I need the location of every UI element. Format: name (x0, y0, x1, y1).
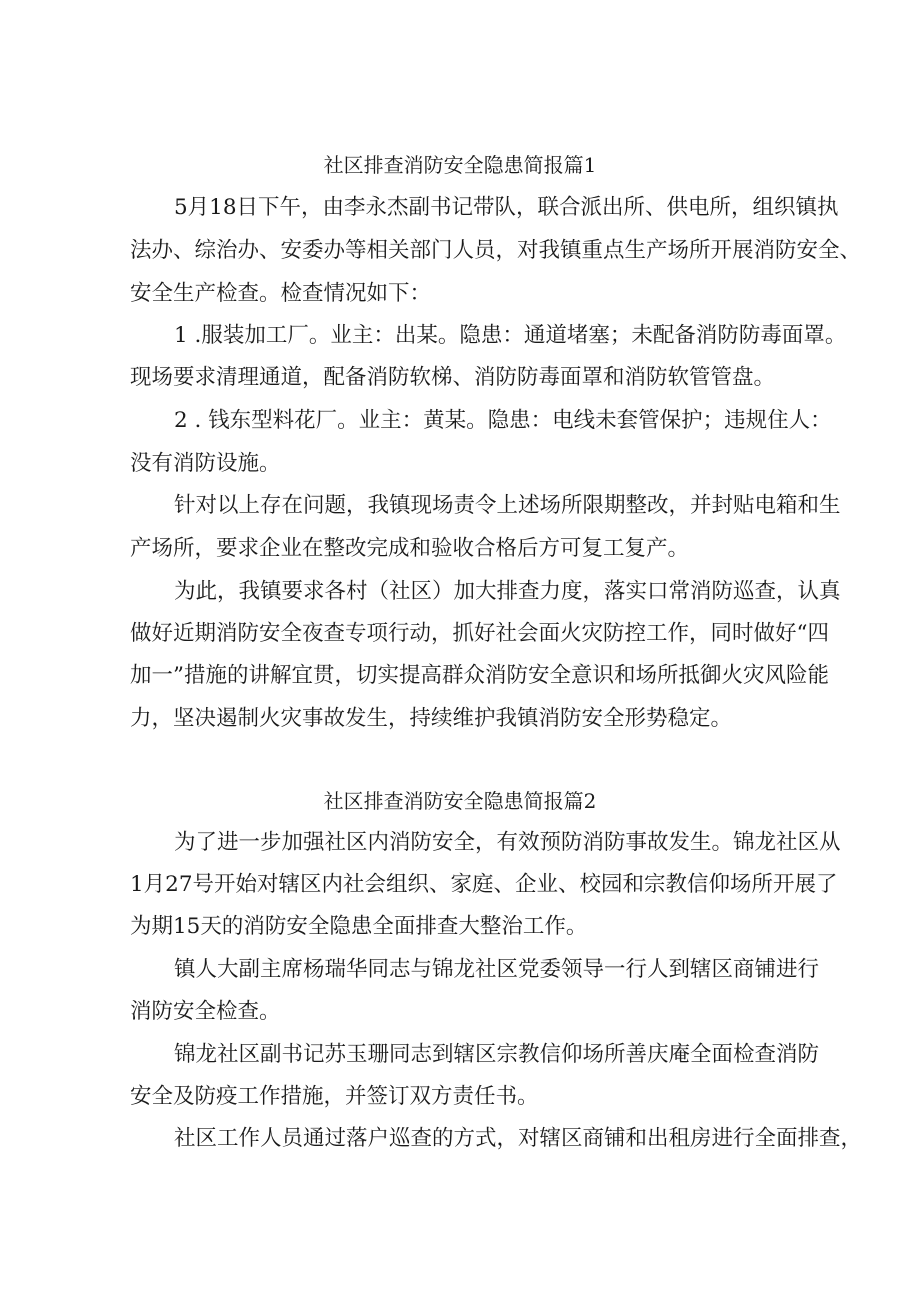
section-1-line-7: 没有消防设施。 (130, 451, 281, 476)
section-2-line-1: 为了进一步加强社区内消防安全，有效预防消防事故发生。锦龙社区从 (174, 830, 841, 855)
section-1-line-1: 5月18日下午，由李永杰副书记带队，联合派出所、供电所，组织镇执 (174, 195, 839, 220)
section-2-line-8: 社区工作人员通过落户巡查的方式，对辖区商铺和出租房进行全面排查， (174, 1126, 863, 1151)
section-1-line-5: 现场要求清理通道，配备消防软梯、消防防毒面罩和消防软管管盘。 (130, 365, 776, 390)
section-1-line-3: 安全生产检查。检查情况如下： (130, 281, 432, 306)
section-1-line-8: 针对以上存在问题，我镇现场责令上述场所限期整改，并封贴电箱和生 (174, 493, 841, 518)
section-2-line-4: 镇人大副主席杨瑞华同志与锦龙社区党委领导一行人到辖区商铺进行 (174, 957, 820, 982)
section-2-line-7: 安全及防疫工作措施，并签订双方责任书。 (130, 1084, 539, 1109)
section-1-title: 社区排查消防安全隐患简报篇1 (323, 153, 597, 177)
section-2-title: 社区排查消防安全隐患简报篇2 (323, 789, 597, 813)
section-1-line-4: 1 .服装加工厂。业主：出某。隐患：通道堵塞；未配备消防防毒面罩。 (174, 323, 847, 348)
section-1-line-6: 2 . 钱东型料花厂。业主：黄某。隐患：电线未套管保护；违规住人： (174, 408, 832, 433)
section-2-line-6: 锦龙社区副书记苏玉珊同志到辖区宗教信仰场所善庆庵全面检查消防 (174, 1042, 820, 1067)
section-1-line-12: 加一”措施的讲解宜贯，切实提高群众消防安全意识和场所抵御火灾风险能 (130, 663, 829, 688)
section-1-line-2: 法办、综治办、安委办等相关部门人员，对我镇重点生产场所开展消防安全、 (130, 238, 862, 263)
section-2-line-3: 为期15天的消防安全隐患全面排查大整治工作。 (130, 914, 588, 939)
section-1-line-13: 力，坚决遏制火灾事故发生，持续维护我镇消防安全形势稳定。 (130, 706, 733, 731)
section-2-line-5: 消防安全检查。 (130, 999, 281, 1024)
section-1-line-10: 为此，我镇要求各村（社区）加大排查力度，落实口常消防巡查，认真 (174, 579, 841, 604)
section-1-line-9: 产场所，要求企业在整改完成和验收合格后方可复工复产。 (130, 536, 690, 561)
section-2-line-2: 1月27号开始对辖区内社会组织、家庭、企业、校园和宗教信仰场所开展了 (130, 872, 838, 897)
section-1-line-11: 做好近期消防安全夜查专项行动，抓好社会面火灾防控工作，同时做好“四 (130, 621, 829, 646)
